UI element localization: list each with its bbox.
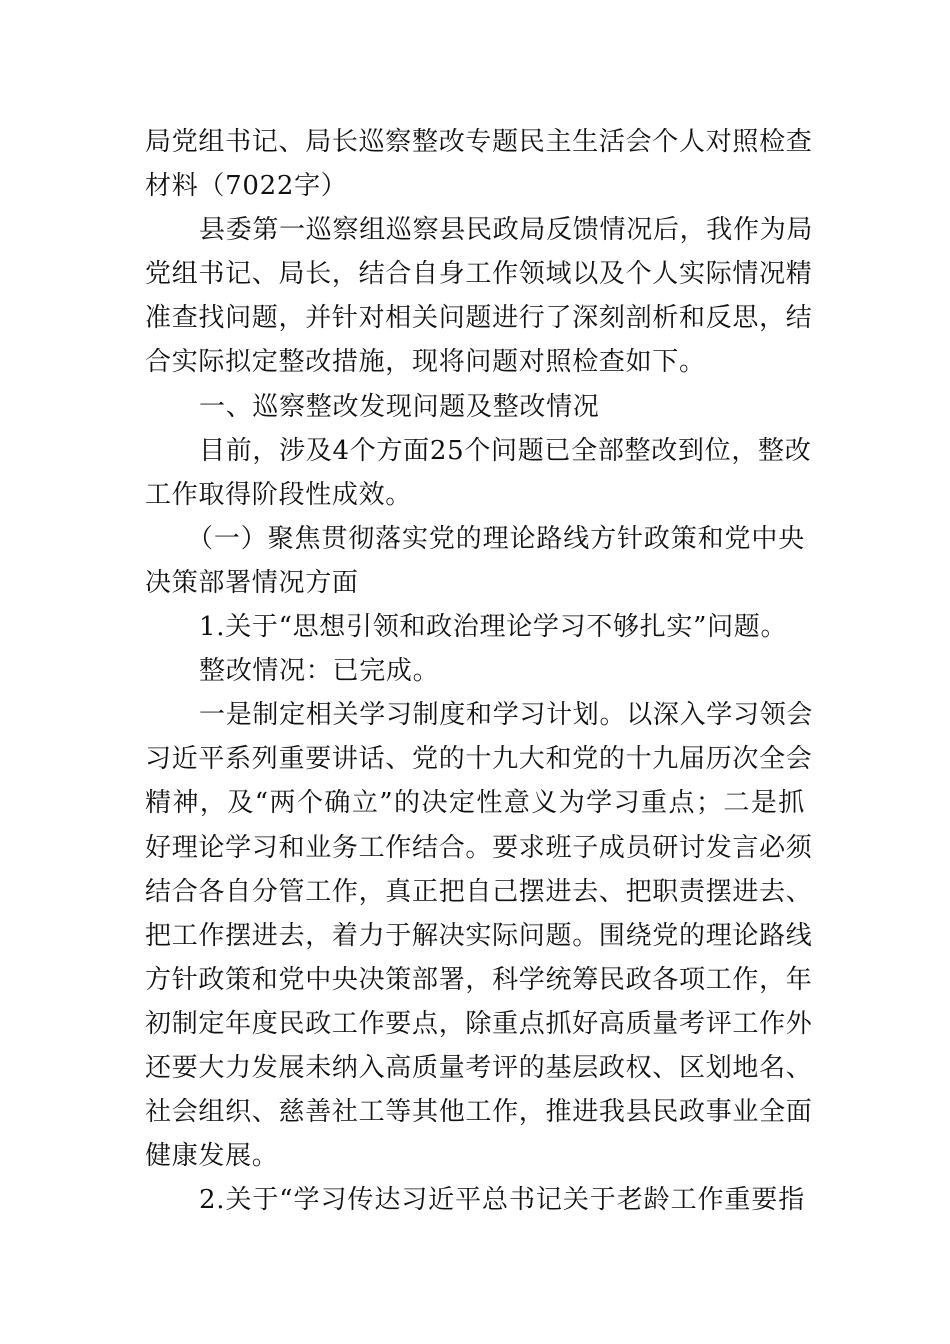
document-body — [145, 120, 814, 1222]
document-title-line-1: 局党组书记、局长巡察整改专题民主生活会个人对照检查 — [145, 127, 813, 157]
paragraph-line: 结合各自分管工作，真正把自己摆进去、把职责摆进去、 — [145, 876, 813, 907]
paragraph-line: 工作取得阶段性成效。 — [145, 479, 413, 510]
paragraph-line: 好理论学习和业务工作结合。要求班子成员研讨发言必须 — [145, 832, 813, 863]
paragraph-line: 初制定年度民政工作要点，除重点抓好高质量考评工作外 — [145, 1008, 813, 1039]
paragraph-line: 县委第一巡察组巡察县民政局反馈情况后，我作为局 — [199, 215, 814, 246]
paragraph-line: 目前，涉及4个方面25个问题已全部整改到位，整改 — [199, 435, 812, 466]
item-heading: 1.关于“思想引领和政治理论学习不够扎实”问题。 — [199, 612, 788, 643]
subsection-heading-line-1: （一）聚焦贯彻落实党的理论路线方针政策和党中央 — [187, 523, 805, 554]
paragraph-line: 社会组织、慈善社工等其他工作，推进我县民政事业全面 — [145, 1097, 813, 1128]
document-title-line-2: 材料（7022字） — [145, 171, 348, 202]
paragraph-line: 方针政策和党中央决策部署，科学统筹民政各项工作，年 — [145, 964, 813, 995]
paragraph-line: 精神，及“两个确立”的决定性意义为学习重点；二是抓 — [145, 788, 805, 819]
paragraph-line: 准查找问题，并针对相关问题进行了深刻剖析和反思，结 — [145, 303, 813, 334]
paragraph-line: 健康发展。 — [145, 1141, 279, 1172]
paragraph-line: 把工作摆进去，着力于解决实际问题。围绕党的理论路线 — [145, 920, 813, 951]
paragraph-line: 一是制定相关学习制度和学习计划。以深入学习领会 — [199, 700, 814, 731]
subsection-heading-line-2: 决策部署情况方面 — [145, 567, 359, 598]
paragraph-line: 习近平系列重要讲话、党的十九大和党的十九届历次全会 — [145, 744, 813, 775]
section-heading: 一、巡察整改发现问题及整改情况 — [199, 391, 600, 422]
paragraph-line: 还要大力发展未纳入高质量考评的基层政权、区划地名、 — [145, 1052, 813, 1083]
item-heading: 2.关于“学习传达习近平总书记关于老龄工作重要指 — [199, 1185, 805, 1216]
paragraph-line: 合实际拟定整改措施，现将问题对照检查如下。 — [145, 347, 706, 378]
status-line: 整改情况：已完成。 — [199, 656, 440, 687]
paragraph-line: 党组书记、局长，结合自身工作领域以及个人实际情况精 — [145, 259, 813, 290]
